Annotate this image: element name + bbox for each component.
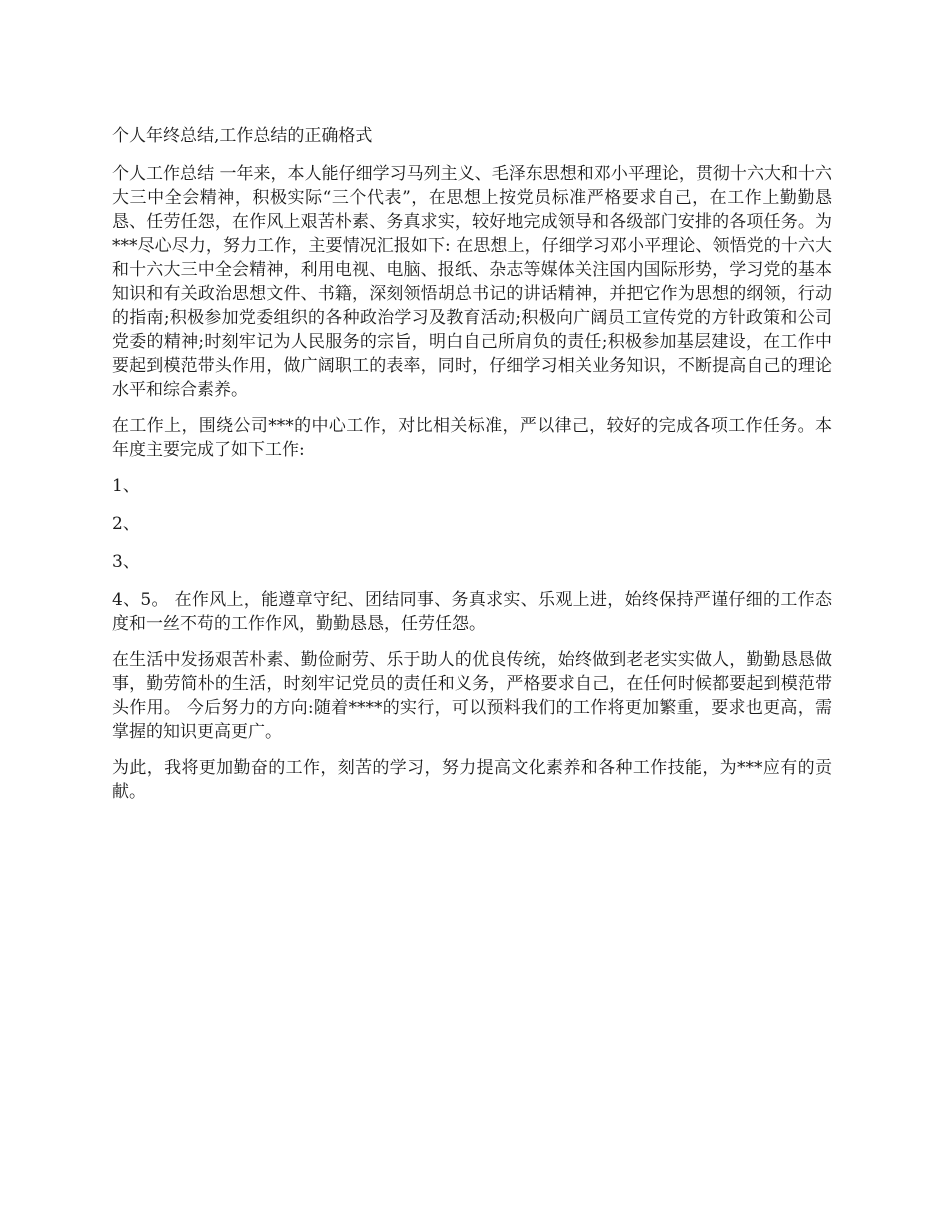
list-item-3: 3、 [112, 552, 140, 572]
list-item-2: 2、 [112, 514, 140, 534]
list-item-1: 1、 [112, 476, 140, 496]
document-title: 个人年终总结,工作总结的正确格式 [112, 126, 373, 146]
paragraph-work: 在工作上，围绕公司***的中心工作，对比相关标准，严以律己，较好的完成各项工作任务。本年度主要完成了如下工作: [112, 416, 832, 460]
paragraph-conclusion: 为此，我将更加勤奋的工作，刻苦的学习，努力提高文化素养和各种工作技能，为***应有的贡献。 [112, 758, 832, 802]
paragraph-summary: 个人工作总结 一年来，本人能仔细学习马列主义、毛泽东思想和邓小平理论，贯彻十六大和十六大三中全会精神，积极实际“三个代表”，在思想上按党员标准严格要求自己，在工作上勤勤恳恳、任劳任怨，在作风上艰苦朴素、务真求实，较好地完成领导和各级部门安排的各项任务。为***尽心尽力，努力工作，主要情况汇报如下: 在思想上，仔细学习邓小平理论、领悟党的十六大和十六大三中全会精神，利用电视、电脑、报纸、杂志等媒体关注国内国际形势，学习党的基本知识和有关政治思想文件、书籍，深刻领悟胡总书记的讲话精神，并把它作为思想的纲领，行动的指南;积极参加党委组织的各种政治学习及教育活动;积极向广阔员工宣传党的方针政策和公司党委的精神;时刻牢记为人民服务的宗旨，明白自己所肩负的责任;积极参加基层建设，在工作中要起到模范带头作用，做广阔职工的表率，同时，仔细学习相关业务知识，不断提高自己的理论水平和综合素养。 [112, 164, 832, 400]
paragraph-life: 在生活中发扬艰苦朴素、勤俭耐劳、乐于助人的优良传统，始终做到老老实实做人，勤勤恳恳做事，勤劳简朴的生活，时刻牢记党员的责任和义务，严格要求自己，在任何时候都要起到模范带头作用。 今后努力的方向:随着****的实行，可以预料我们的工作将更加繁重，要求也更高，需掌握的知识更高更广。 [112, 650, 832, 742]
document-body [112, 124, 832, 816]
paragraph-style: 4、5。 在作风上，能遵章守纪、团结同事、务真求实、乐观上进，始终保持严谨仔细的工作态度和一丝不苟的工作作风，勤勤恳恳，任劳任怨。 [112, 590, 832, 634]
